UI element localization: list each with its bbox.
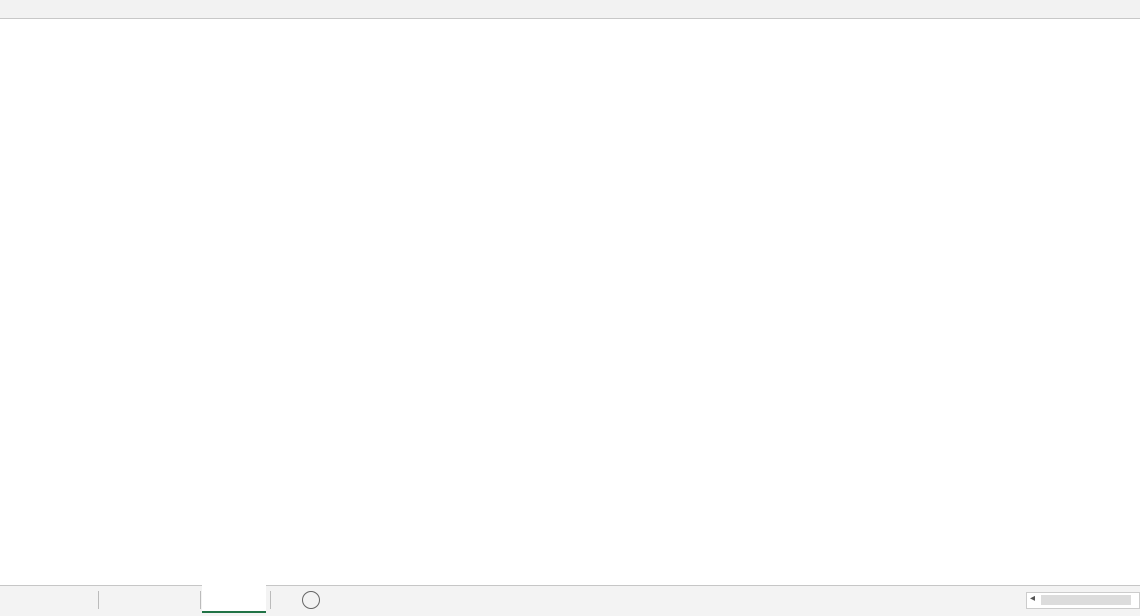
sheet-tab-bar xyxy=(0,585,1140,616)
tab-divider xyxy=(270,591,271,609)
tab-bmn-4[interactable] xyxy=(202,585,266,613)
scroll-thumb[interactable] xyxy=(1041,595,1131,605)
add-sheet-button[interactable] xyxy=(302,591,320,609)
tab-bm-hinweise[interactable] xyxy=(104,586,196,612)
tab-divider xyxy=(98,591,99,609)
tab-divider xyxy=(200,591,201,609)
scroll-left-icon[interactable]: ◂ xyxy=(1030,593,1036,604)
column-header-bar xyxy=(0,0,1140,19)
horizontal-scrollbar[interactable] xyxy=(1026,592,1140,609)
